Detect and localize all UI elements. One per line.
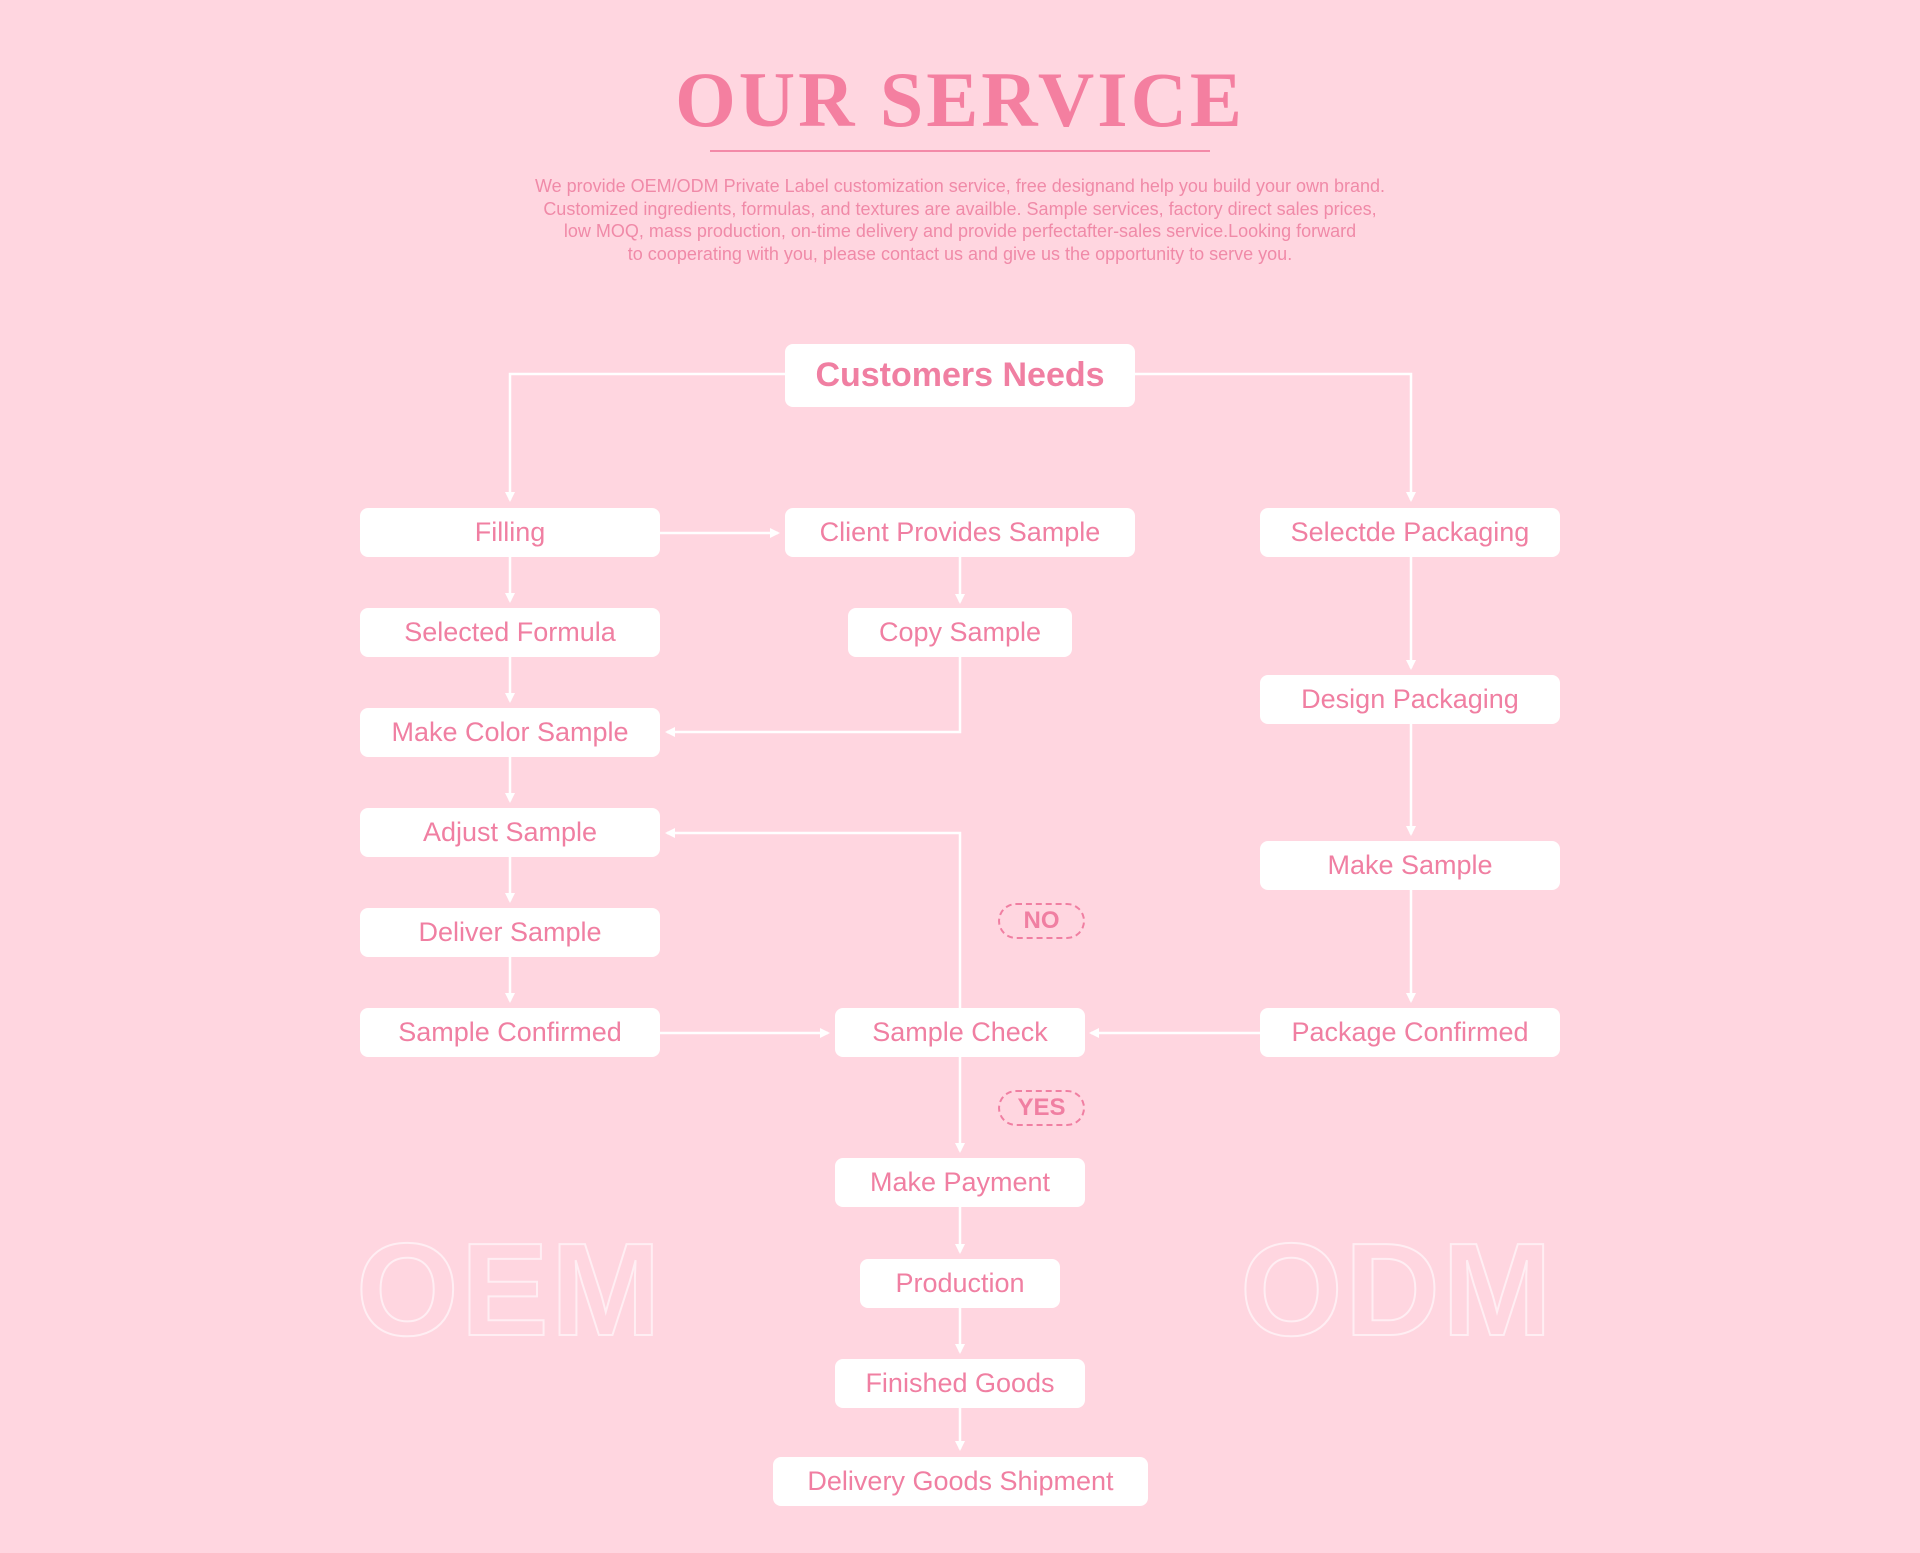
- node-make-sample: Make Sample: [1260, 841, 1560, 890]
- node-delivery-goods-shipment: Delivery Goods Shipment: [773, 1457, 1148, 1506]
- node-adjust-sample: Adjust Sample: [360, 808, 660, 857]
- node-package-confirmed: Package Confirmed: [1260, 1008, 1560, 1057]
- node-filling: Filling: [360, 508, 660, 557]
- connector-copy-to-color-sample: [667, 657, 960, 732]
- connector-needs-to-packaging: [1135, 374, 1411, 500]
- description-line-2: Customized ingredients, formulas, and textures are availble. Sample services, factory direct sales prices,: [543, 198, 1377, 219]
- decision-yes-label: YES: [998, 1090, 1085, 1126]
- description-line-4: to cooperating with you, please contact us and give us the opportunity to serve you.: [627, 243, 1293, 264]
- node-deliver-sample: Deliver Sample: [360, 908, 660, 957]
- description-line-3: low MOQ, mass production, on-time delivery and provide perfectafter-sales service.Looking forward: [563, 221, 1357, 241]
- node-customers-needs: Customers Needs: [785, 344, 1135, 407]
- connector-needs-to-filling: [510, 374, 785, 500]
- odm-watermark: ODM: [1240, 1216, 1554, 1363]
- node-make-payment: Make Payment: [835, 1158, 1085, 1207]
- node-selected-packaging: Selectde Packaging: [1260, 508, 1560, 557]
- connector-check-no-to-adjust: [667, 833, 960, 1008]
- node-make-color-sample: Make Color Sample: [360, 708, 660, 757]
- node-production: Production: [860, 1259, 1060, 1308]
- node-sample-confirmed: Sample Confirmed: [360, 1008, 660, 1057]
- node-copy-sample: Copy Sample: [848, 608, 1072, 657]
- node-selected-formula: Selected Formula: [360, 608, 660, 657]
- node-sample-check: Sample Check: [835, 1008, 1085, 1057]
- node-client-provides-sample: Client Provides Sample: [785, 508, 1135, 557]
- node-finished-goods: Finished Goods: [835, 1359, 1085, 1408]
- decision-no-label: NO: [998, 903, 1085, 939]
- oem-watermark: OEM: [356, 1216, 663, 1363]
- node-design-packaging: Design Packaging: [1260, 675, 1560, 724]
- description-line-1: We provide OEM/ODM Private Label customization service, free designand help you build your own brand.: [534, 176, 1386, 196]
- page-title: OUR SERVICE: [675, 56, 1245, 143]
